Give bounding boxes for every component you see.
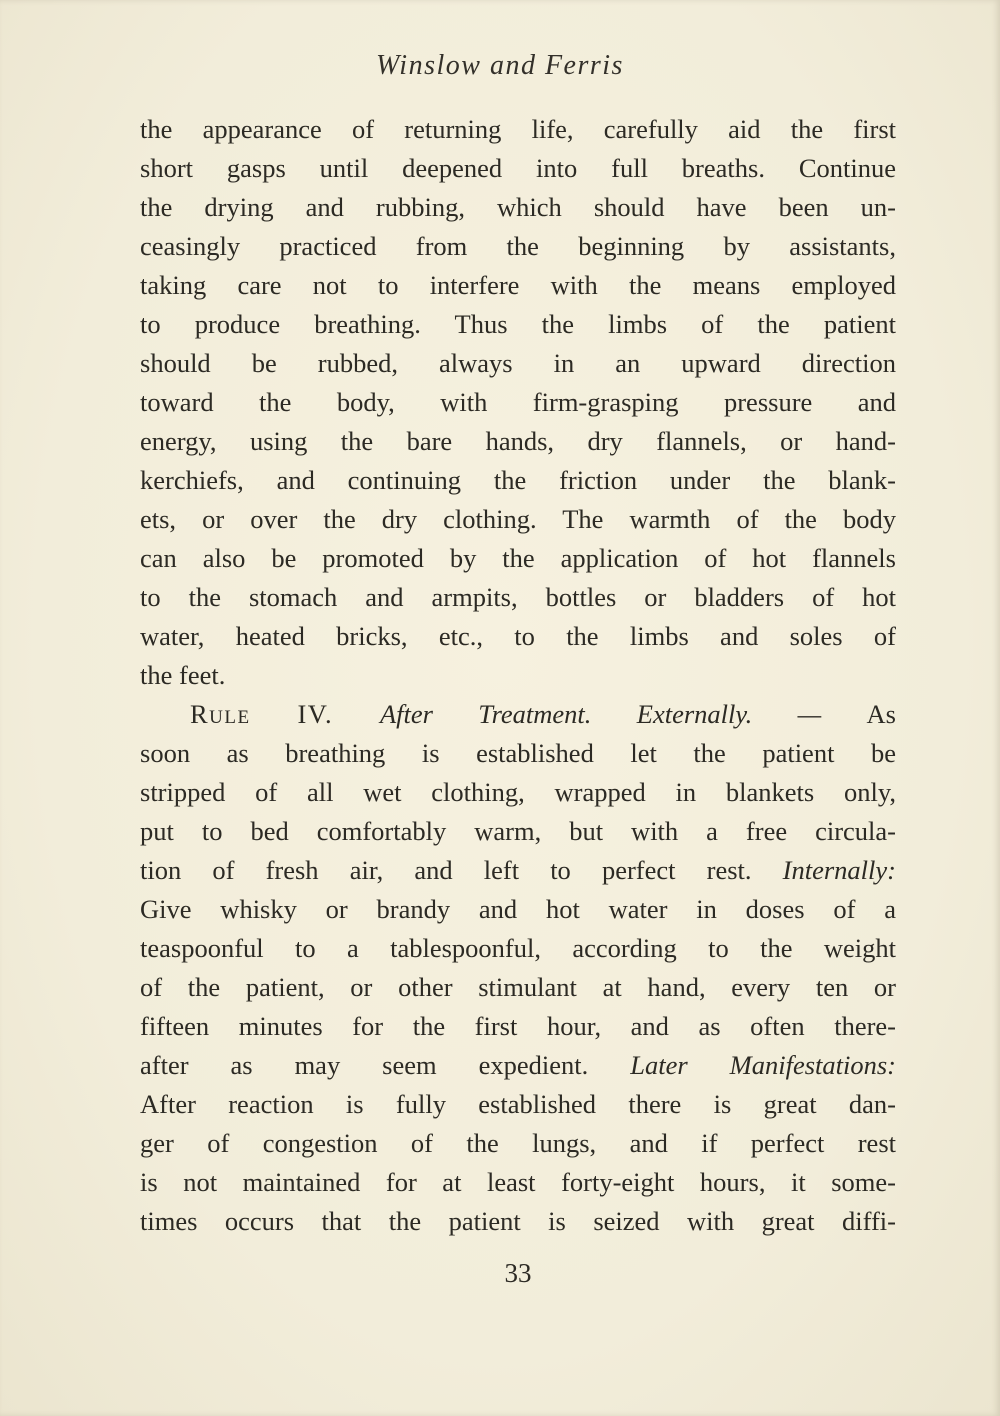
page-number: 33 <box>504 1258 532 1288</box>
text-line: energy, using the bare hands, dry flannels, or hand- <box>140 426 896 456</box>
plain-text: As <box>866 699 896 729</box>
italic-text: Internally: <box>782 855 896 885</box>
text-line: short gasps until deepened into full breaths. Continue <box>140 153 896 183</box>
text-line: teaspoonful to a tablespoonful, according to the weight <box>140 933 896 963</box>
text-line: stripped of all wet clothing, wrapped in blankets only, <box>140 777 896 807</box>
text-line: ets, or over the dry clothing. The warmth of the body <box>140 504 896 534</box>
text-line: Give whisky or brandy and hot water in doses of a <box>140 894 896 924</box>
plain-text: tion of fresh air, and left to perfect rest. <box>140 855 783 885</box>
text-line: is not maintained for at least forty-eight hours, it some- <box>140 1167 896 1197</box>
smallcaps-text: Rule IV. <box>190 699 380 729</box>
text-line: to produce breathing. Thus the limbs of the patient <box>140 309 896 339</box>
text-line: fifteen minutes for the first hour, and as often there- <box>140 1011 896 1041</box>
text-line: soon as breathing is established let the patient be <box>140 738 896 768</box>
text-line: to the stomach and armpits, bottles or bladders of hot <box>140 582 896 612</box>
italic-text: Later Manifestations: <box>630 1050 896 1080</box>
text-line <box>140 1046 896 1085</box>
plain-text: after as may seem expedient. <box>140 1050 631 1080</box>
text-line: ger of congestion of the lungs, and if perfect rest <box>140 1128 896 1158</box>
text-line: the appearance of returning life, carefully aid the first <box>140 114 896 144</box>
text-line: can also be promoted by the application of hot flannels <box>140 543 896 573</box>
text-line <box>140 851 896 890</box>
running-header: Winslow and Ferris <box>376 50 624 81</box>
text-block <box>140 110 896 1241</box>
text-line: ceasingly practiced from the beginning by assistants, <box>140 231 896 261</box>
text-line: After reaction is fully established there is great dan- <box>140 1089 896 1119</box>
text-line: the feet. <box>140 660 226 690</box>
italic-text: After Treatment. Externally. — <box>379 699 867 729</box>
text-line: taking care not to interfere with the means employed <box>140 270 896 300</box>
text-line: water, heated bricks, etc., to the limbs and soles of <box>140 621 896 651</box>
text-line: the drying and rubbing, which should have been un- <box>140 192 896 222</box>
text-line: of the patient, or other stimulant at hand, every ten or <box>140 972 896 1002</box>
text-line: kerchiefs, and continuing the friction under the blank- <box>140 465 896 495</box>
text-line: put to bed comfortably warm, but with a free circula- <box>140 816 896 846</box>
text-line: toward the body, with firm-grasping pressure and <box>140 387 896 417</box>
text-line: times occurs that the patient is seized with great diffi- <box>140 1206 896 1236</box>
text-line <box>140 695 896 734</box>
text-line: should be rubbed, always in an upward direction <box>140 348 896 378</box>
